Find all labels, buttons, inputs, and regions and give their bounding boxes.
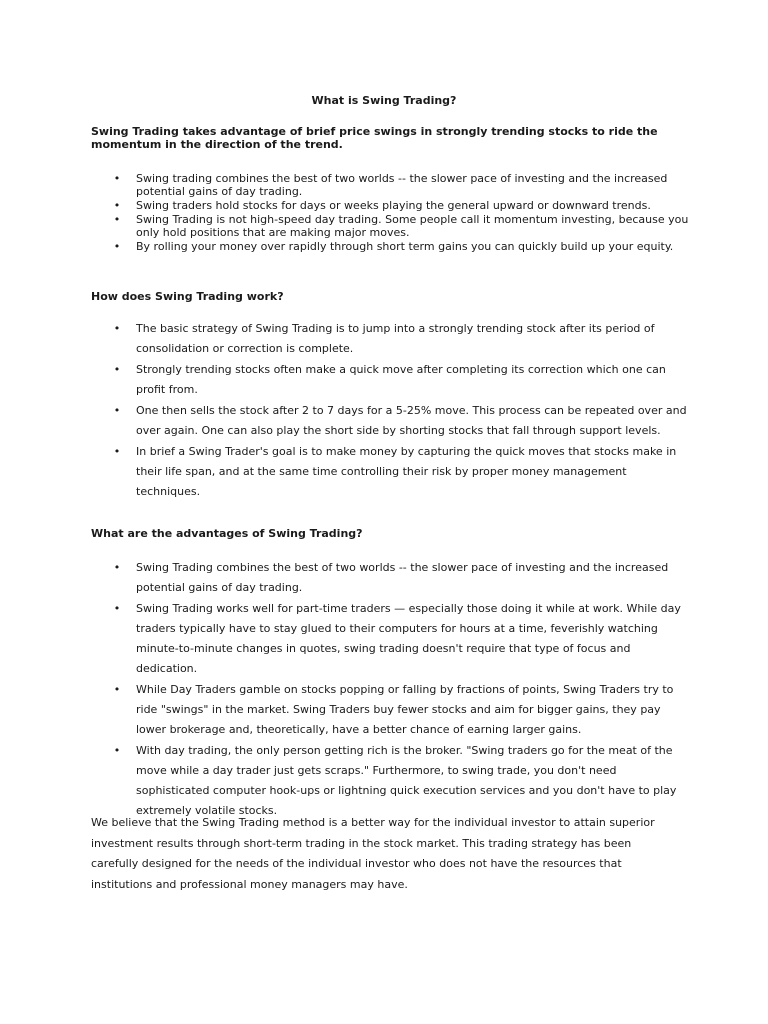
list-item-text: Swing Trading works well for part-time traders — especially those doing it while at work. While day traders typically have to stay glued to their computers for hours at a time, feverishly watching minute-to-minute changes in quotes, swing trading doesn't require that type of focus and dedication. <box>136 602 681 675</box>
section2-heading: How does Swing Trading work? <box>91 290 284 303</box>
bullet-icon: • <box>113 445 121 458</box>
list-item-text: Swing trading combines the best of two worlds -- the slower pace of investing and the increased potential gains of day trading. <box>136 172 668 198</box>
list-item <box>112 213 692 239</box>
bullet-icon: • <box>113 744 121 757</box>
section1-bullet-list <box>112 172 692 254</box>
list-item <box>112 680 692 740</box>
bullet-icon: • <box>113 404 121 417</box>
list-item <box>112 599 692 679</box>
intro-paragraph: Swing Trading takes advantage of brief price swings in strongly trending stocks to ride the momentum in the direction of the trend. <box>91 125 658 151</box>
bullet-icon: • <box>113 213 121 226</box>
bullet-icon: • <box>113 172 121 185</box>
list-item-text: By rolling your money over rapidly through short term gains you can quickly build up your equity. <box>136 240 674 253</box>
list-item <box>112 319 692 359</box>
closing-paragraph: We believe that the Swing Trading method is a better way for the individual investor to attain superior investment results through short-term trading in the stock market. This trading strategy has been carefully designed for the needs of the individual investor who does not have the resources that institutions and professional money managers may have. <box>91 816 655 891</box>
section2-bullet-list <box>112 319 692 503</box>
list-item-text: The basic strategy of Swing Trading is to jump into a strongly trending stock after its period of consolidation or correction is complete. <box>136 322 655 355</box>
list-item <box>112 741 692 821</box>
bullet-icon: • <box>113 602 121 615</box>
bullet-icon: • <box>113 363 121 376</box>
bullet-icon: • <box>113 561 121 574</box>
bullet-icon: • <box>113 240 121 253</box>
page-title: What is Swing Trading? <box>311 94 457 107</box>
list-item <box>112 401 692 441</box>
list-item-text: Swing Trading is not high-speed day trading. Some people call it momentum investing, because you only hold positions that are making major moves. <box>136 213 689 239</box>
list-item-text: One then sells the stock after 2 to 7 days for a 5-25% move. This process can be repeated over and over again. One can also play the short side by shorting stocks that fall through support levels. <box>136 404 687 437</box>
list-item-text: With day trading, the only person getting rich is the broker. "Swing traders go for the meat of the move while a day trader just gets scraps." Furthermore, to swing trade, you don't need sophisticated computer hook-ups or lightning quick execution services and you don't have to play extremely volatile stocks. <box>136 744 677 817</box>
list-item <box>112 442 692 502</box>
bullet-icon: • <box>113 199 121 212</box>
list-item <box>112 199 692 212</box>
list-item-text: While Day Traders gamble on stocks popping or falling by fractions of points, Swing Traders try to ride "swings" in the market. Swing Traders buy fewer stocks and aim for bigger gains, they pay lower brokerage and, theoretically, have a better chance of earning larger gains. <box>136 683 674 736</box>
section3-heading: What are the advantages of Swing Trading? <box>91 527 363 540</box>
list-item-text: Swing Trading combines the best of two worlds -- the slower pace of investing and the increased potential gains of day trading. <box>136 561 669 594</box>
list-item <box>112 172 692 198</box>
list-item <box>112 360 692 400</box>
bullet-icon: • <box>113 683 121 696</box>
bullet-icon: • <box>113 322 121 335</box>
list-item-text: In brief a Swing Trader's goal is to make money by capturing the quick moves that stocks make in their life span, and at the same time controlling their risk by proper money management techniques. <box>136 445 677 498</box>
list-item-text: Strongly trending stocks often make a quick move after completing its correction which one can profit from. <box>136 363 666 396</box>
list-item <box>112 558 692 598</box>
section3-bullet-list <box>112 558 692 822</box>
list-item <box>112 240 692 253</box>
list-item-text: Swing traders hold stocks for days or weeks playing the general upward or downward trends. <box>136 199 651 212</box>
